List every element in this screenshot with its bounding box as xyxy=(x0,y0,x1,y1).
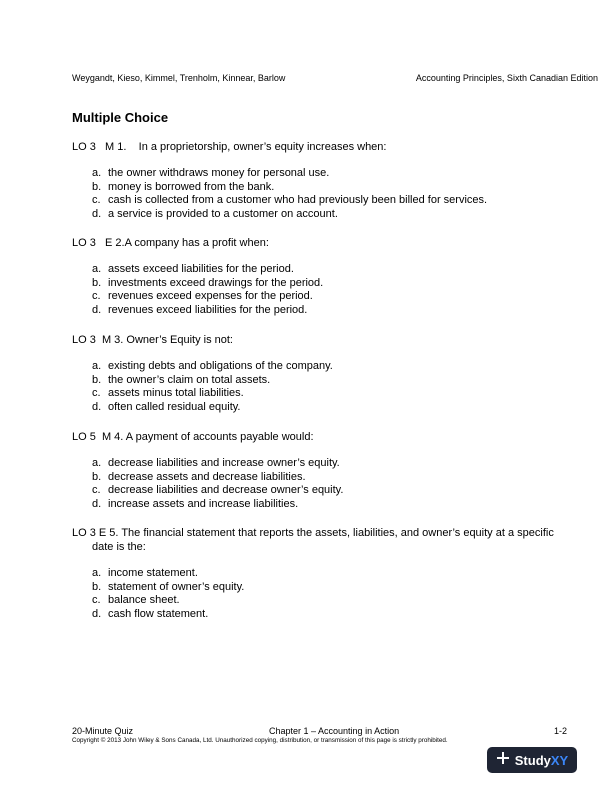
option-letter: d. xyxy=(92,208,102,221)
option-text: assets minus total liabilities. xyxy=(108,387,244,400)
question-stem: LO 3 E 5. The financial statement that reports the assets, liabilities, and owner’s equity at a specific date is the: xyxy=(72,527,554,553)
option xyxy=(72,208,572,222)
option-text: income statement. xyxy=(108,567,198,579)
option-letter: a. xyxy=(92,567,102,579)
option-letter: d. xyxy=(92,498,102,511)
option xyxy=(72,167,572,181)
option-letter: c. xyxy=(92,594,101,607)
question-stem: LO 5 M 4. A payment of accounts payable would: xyxy=(72,431,314,443)
option-text: cash flow statement. xyxy=(108,608,209,621)
option xyxy=(72,581,572,595)
option xyxy=(72,387,572,401)
option xyxy=(72,263,572,277)
option-text: existing debts and obligations of the company. xyxy=(108,360,333,372)
badge-text-main: Study xyxy=(514,752,551,768)
option-text: decrease liabilities and increase owner’s equity. xyxy=(108,457,340,469)
option-text: decrease assets and decrease liabilities. xyxy=(108,470,306,483)
option xyxy=(72,290,572,304)
option xyxy=(72,484,572,498)
option-list xyxy=(72,457,572,512)
question-5 xyxy=(72,526,572,622)
option-letter: b. xyxy=(92,470,102,483)
plus-icon xyxy=(496,751,510,769)
option xyxy=(72,457,572,471)
option-letter: d. xyxy=(92,304,102,317)
badge-text-accent: XY xyxy=(550,752,569,768)
option-text: increase assets and increase liabilities. xyxy=(108,498,299,511)
option-text: assets exceed liabilities for the period. xyxy=(108,263,294,275)
question-3 xyxy=(72,333,572,415)
section-title: Multiple Choice xyxy=(72,110,169,125)
option-letter: c. xyxy=(92,484,101,497)
option-letter: c. xyxy=(92,290,101,303)
option-letter: c. xyxy=(92,194,101,207)
option-letter: d. xyxy=(92,401,102,414)
option-list xyxy=(72,567,572,622)
option-text: revenues exceed expenses for the period. xyxy=(108,290,313,303)
option xyxy=(72,401,572,415)
option xyxy=(72,277,572,291)
header-authors: Weygandt, Kieso, Kimmel, Trenholm, Kinnear, Barlow xyxy=(72,73,286,83)
option-letter: d. xyxy=(92,608,102,621)
option-text: the owner withdraws money for personal use. xyxy=(108,167,330,179)
option-letter: a. xyxy=(92,360,102,372)
option-letter: b. xyxy=(92,276,102,289)
option-text: balance sheet. xyxy=(108,594,180,607)
option xyxy=(72,608,572,622)
option-text: statement of owner’s equity. xyxy=(108,580,245,593)
option xyxy=(72,594,572,608)
option-letter: b. xyxy=(92,180,102,193)
option xyxy=(72,498,572,512)
option xyxy=(72,181,572,195)
option-list xyxy=(72,360,572,415)
option xyxy=(72,471,572,485)
header-book-title: Accounting Principles, Sixth Canadian Edition xyxy=(415,73,598,83)
footer-page-number: 1-2 xyxy=(554,726,568,736)
option-text: the owner’s claim on total assets. xyxy=(108,373,271,386)
question-stem: LO 3 M 1. In a proprietorship, owner’s equity increases when: xyxy=(72,141,387,153)
question-2 xyxy=(72,236,572,318)
studyxy-badge[interactable] xyxy=(487,747,577,773)
option-letter: b. xyxy=(92,580,102,593)
option-text: decrease liabilities and decrease owner’s equity. xyxy=(108,484,344,497)
option xyxy=(72,567,572,581)
option-letter: a. xyxy=(92,167,102,179)
option xyxy=(72,374,572,388)
option-letter: a. xyxy=(92,457,102,469)
footer-copyright: Copyright © 2013 John Wiley & Sons Canada, Ltd. Unauthorized copying, distribution, or transmission of this page is strictly prohibited. xyxy=(72,737,448,744)
option-list xyxy=(72,263,572,318)
question-stem: LO 3 E 2.A company has a profit when: xyxy=(72,237,269,249)
option xyxy=(72,360,572,374)
option-text: money is borrowed from the bank. xyxy=(108,180,275,193)
option-text: revenues exceed liabilities for the period. xyxy=(108,304,308,317)
option-list xyxy=(72,167,572,222)
option-letter: c. xyxy=(92,387,101,400)
footer-quiz-label: 20-Minute Quiz xyxy=(72,726,134,736)
option-letter: a. xyxy=(92,263,102,275)
option xyxy=(72,304,572,318)
footer-chapter: Chapter 1 – Accounting in Action xyxy=(269,726,400,736)
option-letter: b. xyxy=(92,373,102,386)
option xyxy=(72,194,572,208)
question-4 xyxy=(72,430,572,512)
option-text: cash is collected from a customer who had previously been billed for services. xyxy=(108,194,488,207)
question-1 xyxy=(72,140,572,222)
option-text: often called residual equity. xyxy=(108,401,241,414)
option-text: a service is provided to a customer on account. xyxy=(108,208,338,221)
question-stem: LO 3 M 3. Owner’s Equity is not: xyxy=(72,334,233,346)
option-text: investments exceed drawings for the period. xyxy=(108,276,324,289)
